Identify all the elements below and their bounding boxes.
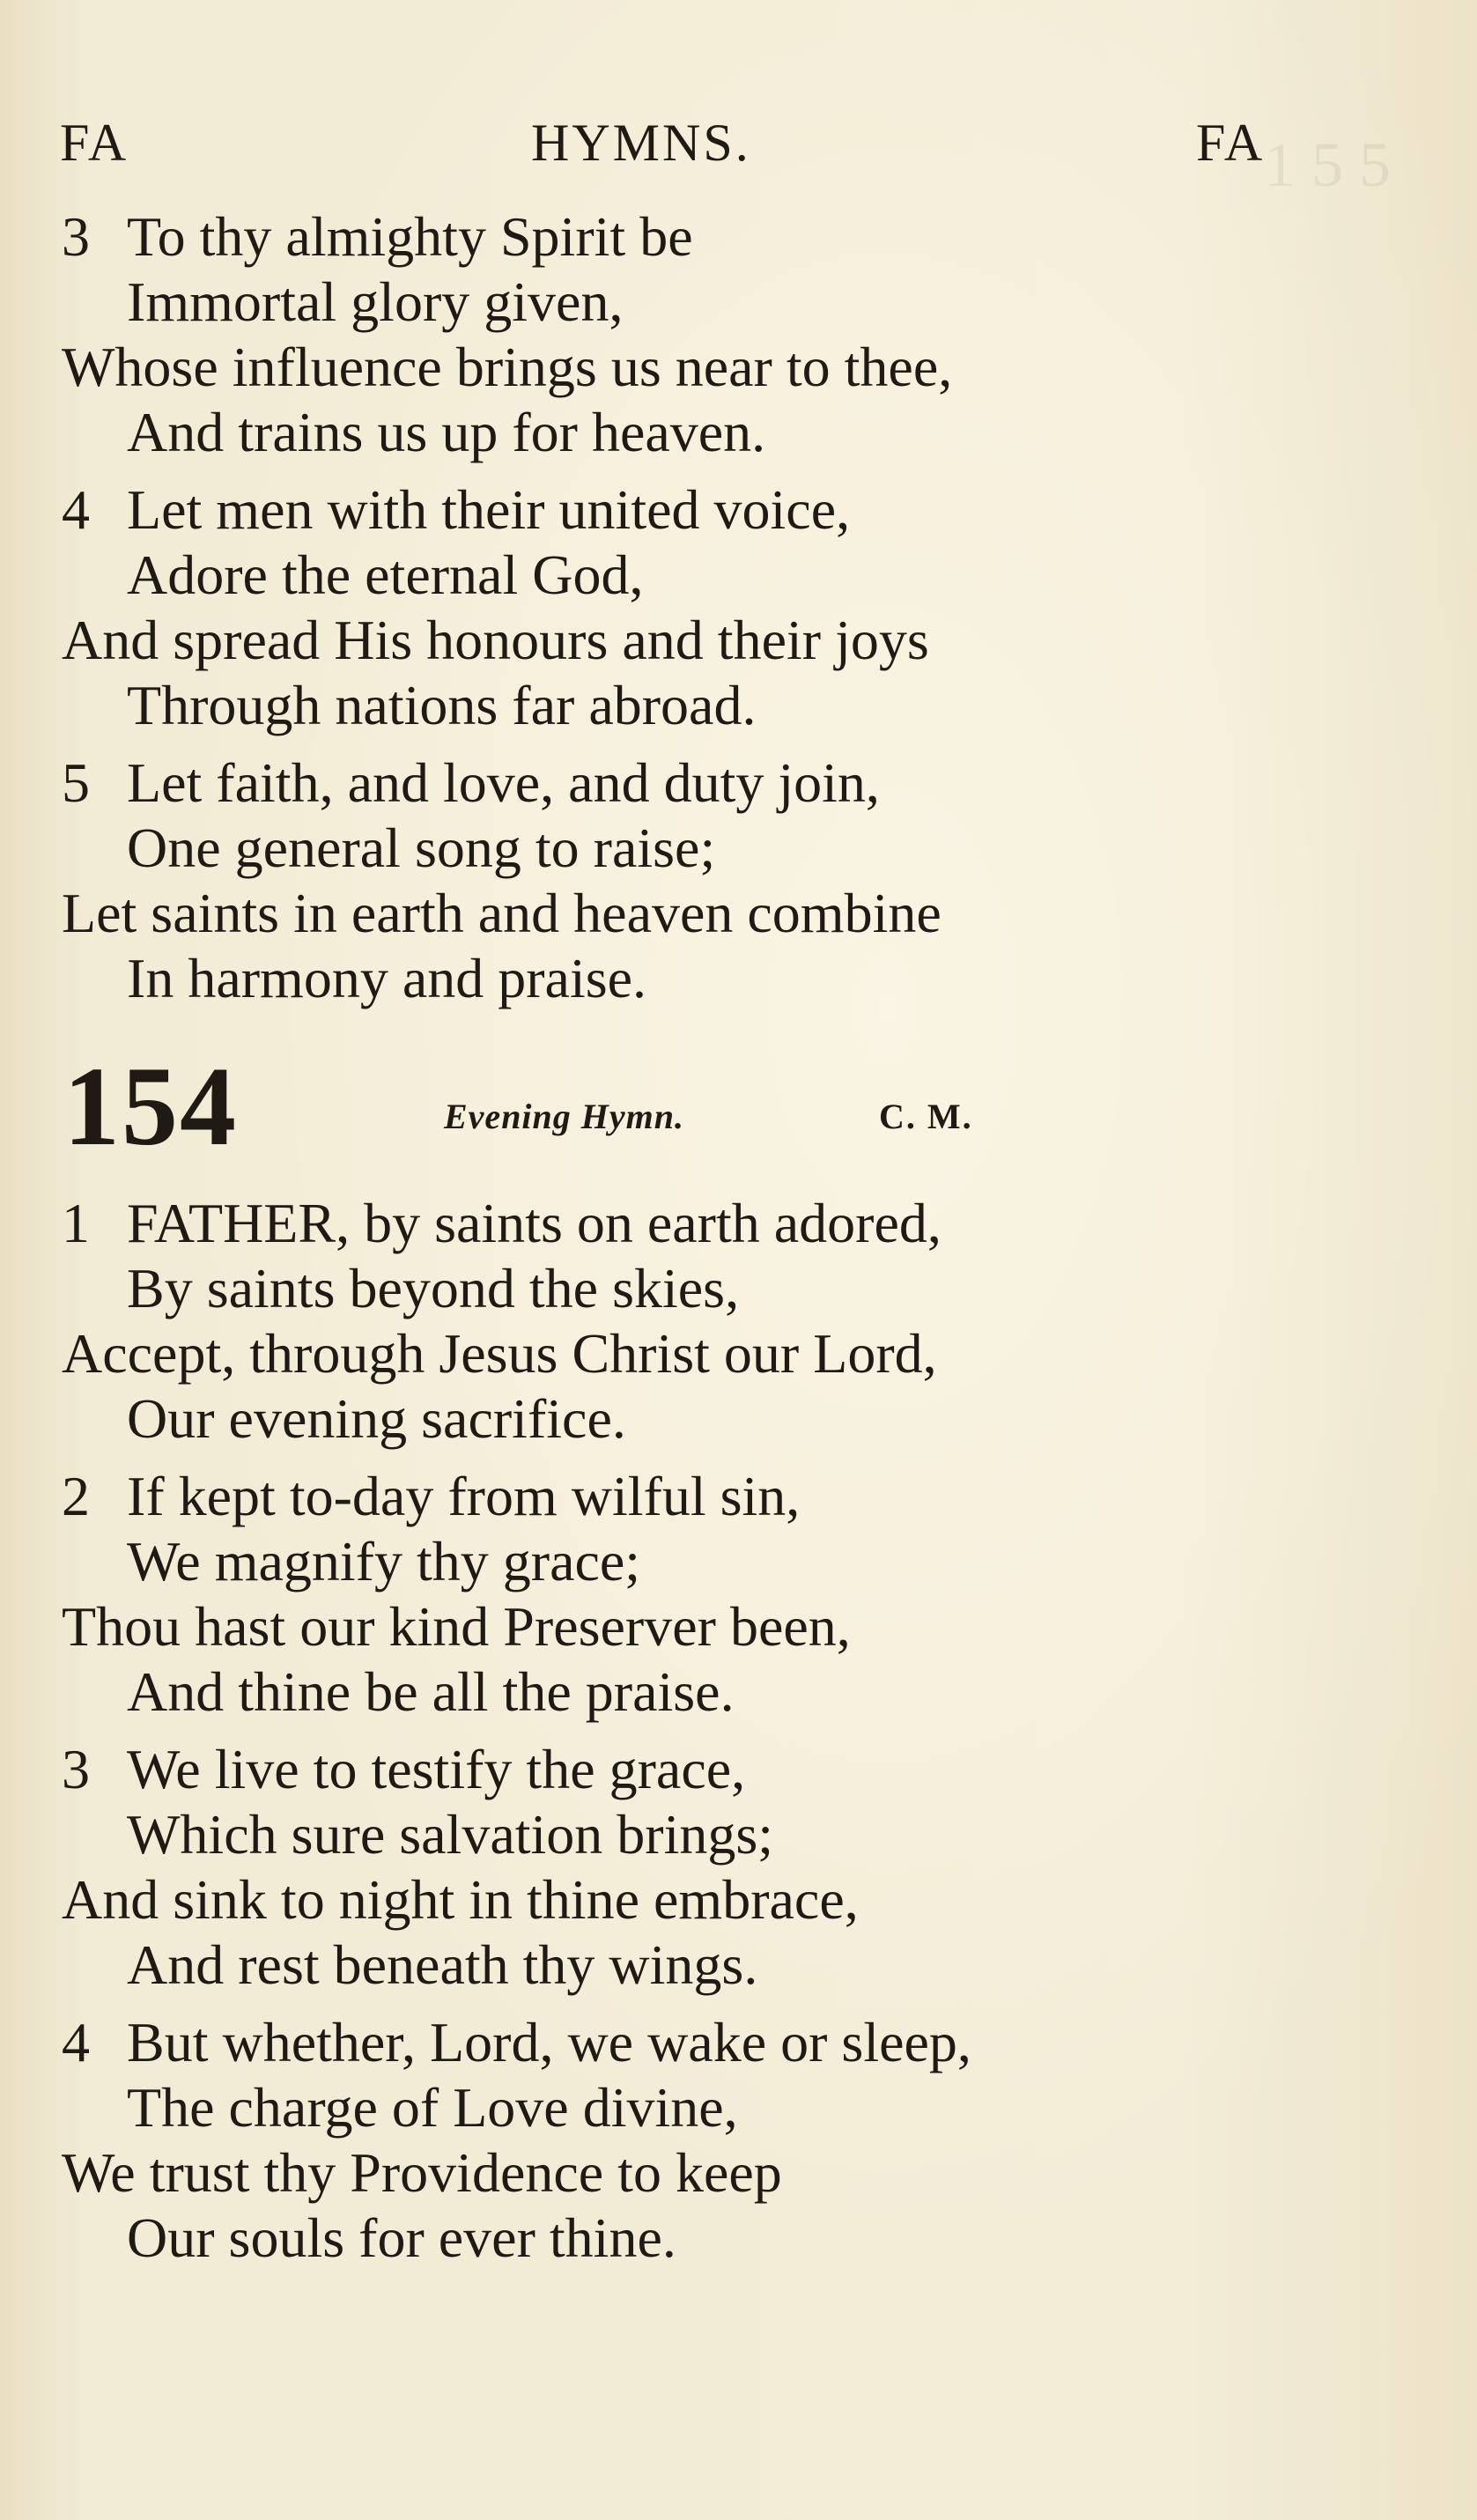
verse-line: Which sure salvation brings; (127, 1803, 774, 1866)
verse-154-1 (62, 1191, 1207, 1452)
verse-number: 5 (62, 751, 90, 814)
verse-line: Through nations far abroad. (127, 674, 757, 736)
verse-line: Whose influence brings us near to thee, (62, 336, 953, 398)
verse-line: Our souls for ever thine. (127, 2206, 676, 2269)
hymn-number: 154 (63, 1044, 238, 1169)
verse-line: 2 If kept to-day from wilful sin, (62, 1465, 801, 1527)
verse-line: We trust thy Providence to keep (62, 2141, 782, 2204)
verse-153-3 (62, 204, 1207, 465)
verse-number: 3 (62, 1738, 90, 1800)
verse-number: 3 (62, 205, 90, 268)
verse-line: 3 We live to testify the grace, (62, 1738, 746, 1800)
hymn-154-heading (63, 1045, 1208, 1168)
running-head-right: FA (1196, 114, 1266, 172)
verse-line: By saints beyond the skies, (127, 1257, 740, 1319)
verse-line: 4 But whether, Lord, we wake or sleep, (62, 2011, 971, 2073)
show-through-texture: 1 5 5 ​ ​ (1248, 132, 1391, 330)
verse-line: In harmony and praise. (127, 947, 647, 1009)
verse-line: Let saints in earth and heaven combine (62, 882, 942, 944)
verse-154-4 (62, 2010, 1207, 2271)
verse-line: Our evening sacrifice. (127, 1387, 626, 1450)
verse-line: Adore the eternal God, (127, 543, 644, 606)
running-head (0, 113, 1477, 174)
verse-line: One general song to raise; (127, 817, 716, 879)
verse-line: 5 Let faith, and love, and duty join, (62, 751, 880, 814)
verse-number: 4 (62, 2011, 90, 2073)
hymn-title: Evening Hymn. (444, 1097, 685, 1136)
verse-line: 3 To thy almighty Spirit be (62, 205, 693, 268)
verse-line: And spread His honours and their joys (62, 609, 929, 671)
verse-number: 1 (62, 1192, 90, 1254)
running-head-title: HYMNS. (531, 114, 751, 172)
verse-153-5 (62, 750, 1207, 1011)
verse-line: Thou hast our kind Preserver been, (62, 1595, 851, 1658)
verse-154-3 (62, 1737, 1207, 1998)
verse-line: And thine be all the praise. (127, 1660, 735, 1723)
verse-line: Immortal glory given, (127, 270, 624, 333)
verse-line: And trains us up for heaven. (127, 401, 766, 463)
verse-line: We magnify thy grace; (127, 1530, 641, 1593)
running-head-left: FA (60, 114, 129, 172)
verse-line: And sink to night in thine embrace, (62, 1868, 859, 1931)
verse-number: 4 (62, 478, 90, 541)
verse-line: Accept, through Jesus Christ our Lord, (62, 1322, 937, 1385)
verse-number: 2 (62, 1465, 90, 1527)
verse-line: The charge of Love divine, (127, 2076, 738, 2139)
verse-line: 1 FATHER, by saints on earth adored, (62, 1192, 942, 1254)
verse-line: 4 Let men with their united voice, (62, 478, 851, 541)
verse-line: And rest beneath thy wings. (127, 1933, 758, 1996)
verse-154-2 (62, 1464, 1207, 1725)
verse-153-4 (62, 477, 1207, 738)
hymn-meter: C. M. (879, 1097, 973, 1136)
